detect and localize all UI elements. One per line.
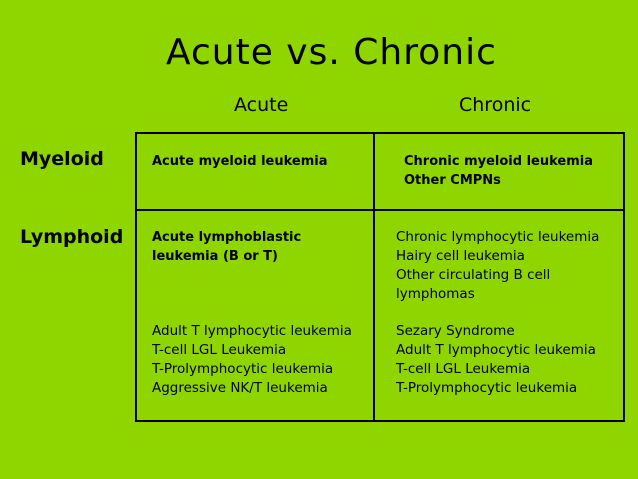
cell-lymphoid-acute-bottom [152,322,352,398]
cell-line: Acute lymphoblastic [152,230,302,245]
cell-line: T-cell LGL Leukemia [396,361,531,377]
cell-line: Hairy cell leukemia [396,248,525,264]
cell-line: T-Prolymphocytic leukemia [396,380,578,396]
cell-lymphoid-chronic-top [396,228,599,304]
column-header-chronic: Chronic [459,94,532,116]
cell-line: Other circulating B cell [396,267,551,283]
row-header-myeloid: Myeloid [20,148,104,170]
cell-line: Chronic myeloid leukemia [404,154,594,169]
cell-myeloid-chronic [404,152,593,190]
row-header-lymphoid: Lymphoid [20,226,124,248]
cell-myeloid-acute [152,152,328,171]
cell-line: Chronic lymphocytic leukemia [396,229,600,245]
cell-line: T-Prolymphocytic leukemia [152,361,334,377]
slide-title: Acute vs. Chronic [166,32,497,73]
table-divider-horizontal [135,209,625,211]
cell-line: lymphomas [396,286,475,302]
cell-line: T-cell LGL Leukemia [152,342,287,358]
cell-line: leukemia (B or T) [152,249,278,264]
table-divider-vertical [373,132,375,422]
cell-line: Acute myeloid leukemia [152,154,328,169]
cell-line: Aggressive NK/T leukemia [152,380,328,396]
column-header-acute: Acute [234,94,289,116]
cell-line: Adult T lymphocytic leukemia [152,323,352,339]
cell-lymphoid-acute-top [152,228,301,266]
cell-line: Other CMPNs [404,173,501,188]
cell-lymphoid-chronic-bottom [396,322,596,398]
cell-line: Sezary Syndrome [396,323,515,339]
cell-line: Adult T lymphocytic leukemia [396,342,596,358]
